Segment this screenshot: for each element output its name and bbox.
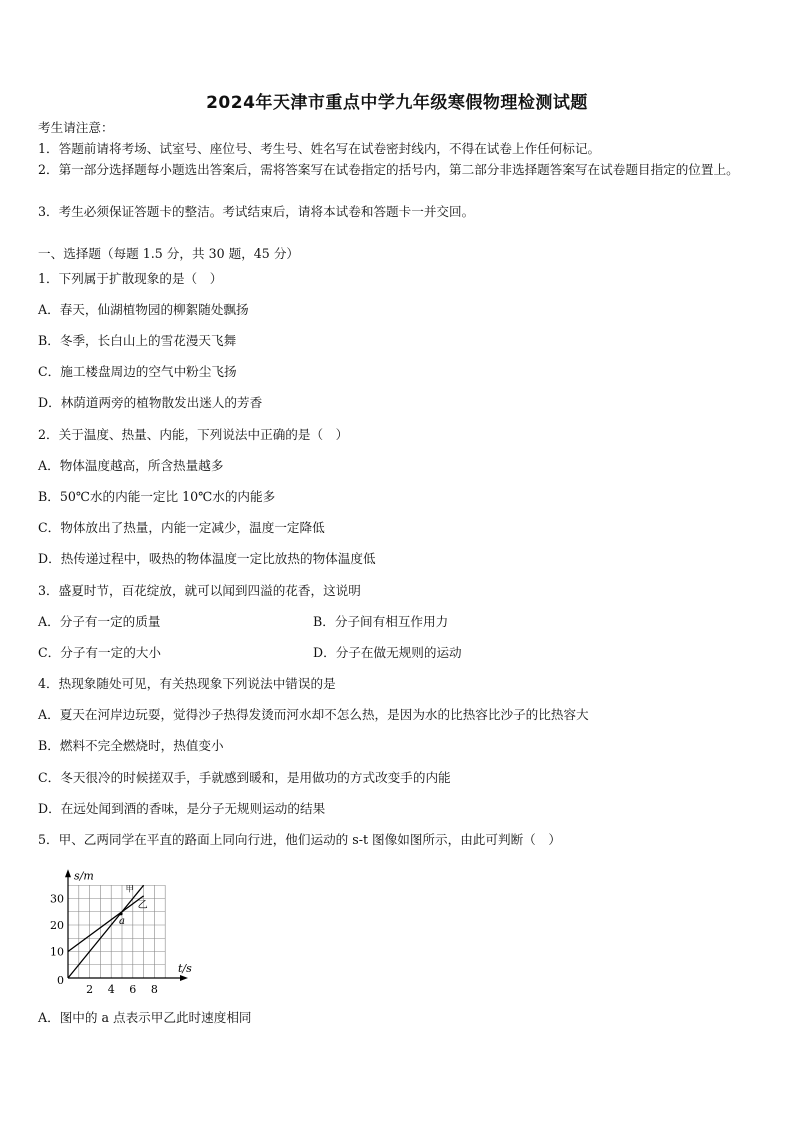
x-tick-label: 2 — [86, 983, 94, 996]
question-option: B．50℃水的内能一定比 10℃水的内能多 — [38, 489, 276, 504]
x-tick-label: 4 — [107, 983, 115, 996]
question-stem: 2．关于温度、热量、内能，下列说法中正确的是（ ） — [38, 427, 349, 442]
notice-item: 1．答题前请将考场、试室号、座位号、考生号、姓名写在试卷密封线内，不得在试卷上作任何标记。 — [38, 141, 601, 156]
question-option: C．冬天很冷的时候搓双手，手就感到暖和，是用做功的方式改变手的内能 — [38, 770, 451, 785]
y-tick-label: 30 — [50, 892, 64, 906]
question-option: A．物体温度越高，所含热量越多 — [38, 458, 224, 473]
x-axis-arrow — [180, 975, 188, 981]
question-stem: 5．甲、乙两同学在平直的路面上同向行进，他们运动的 s-t 图像如图所示，由此可判断（ ） — [38, 832, 561, 847]
question-option: B．冬季，长白山上的雪花漫天飞舞 — [38, 333, 237, 348]
question-stem: 4．热现象随处可见，有关热现象下列说法中错误的是 — [38, 676, 336, 691]
notice-item: 3．考生必须保证答题卡的整洁。考试结束后，请将本试卷和答题卡一并交回。 — [38, 204, 475, 219]
notice-heading: 考生请注意： — [38, 120, 114, 135]
origin-label: 0 — [57, 974, 64, 987]
question-option: B．分子间有相互作用力 — [313, 614, 449, 629]
question-option: C．分子有一定的大小 — [38, 645, 161, 660]
y-tick-label: 20 — [50, 919, 64, 932]
x-tick-label: 6 — [129, 983, 137, 996]
notice-item: 2．第一部分选择题每小题选出答案后，需将答案写在试卷指定的括号内，第二部分非选择题答案写在试卷题目指定的位置上。 — [38, 162, 739, 177]
series-label: 乙 — [137, 899, 148, 911]
y-axis-label: s/m — [74, 869, 94, 883]
question-option: A．图中的 a 点表示甲乙此时速度相同 — [38, 1010, 252, 1025]
series-line — [68, 885, 144, 978]
question-option: C．物体放出了热量，内能一定减少，温度一定降低 — [38, 520, 325, 535]
question-option: D．在远处闻到酒的香味，是分子无规则运动的结果 — [38, 801, 326, 816]
question-stem: 3．盛夏时节，百花绽放，就可以闻到四溢的花香，这说明 — [38, 583, 361, 598]
question-option: D．分子在做无规则的运动 — [313, 645, 462, 660]
question-option: D．林荫道两旁的植物散发出迷人的芳香 — [38, 395, 263, 410]
question-option: A．夏天在河岸边玩耍，觉得沙子热得发烫而河水却不怎么热，是因为水的比热容比沙子的比热容大 — [38, 707, 589, 722]
question-option: C．施工楼盘周边的空气中粉尘飞扬 — [38, 364, 237, 379]
x-tick-label: 8 — [150, 983, 158, 996]
chart-grid — [68, 885, 165, 978]
series-label: 甲 — [125, 884, 134, 894]
question-stem: 1．下列属于扩散现象的是（ ） — [38, 271, 223, 286]
st-graph — [40, 862, 220, 1000]
y-axis-arrow — [65, 869, 71, 877]
question-option: B．燃料不完全燃烧时，热值变小 — [38, 738, 224, 753]
chart-labels — [50, 869, 192, 996]
x-axis-label: t/s — [178, 962, 192, 975]
chart-series — [68, 885, 144, 978]
section-heading: 一、选择题（每题 1.5 分，共 30 题，45 分） — [38, 246, 300, 261]
question-option: A．春天，仙湖植物园的柳絮随处飘扬 — [38, 302, 249, 317]
y-tick-label: 10 — [50, 945, 64, 959]
page-title: 2024年天津市重点中学九年级寒假物理检测试题 — [206, 93, 588, 113]
question-option: D．热传递过程中，吸热的物体温度一定比放热的物体温度低 — [38, 551, 376, 566]
question-option: A．分子有一定的质量 — [38, 614, 161, 629]
series-line — [68, 896, 144, 952]
point-label: a — [119, 915, 125, 927]
